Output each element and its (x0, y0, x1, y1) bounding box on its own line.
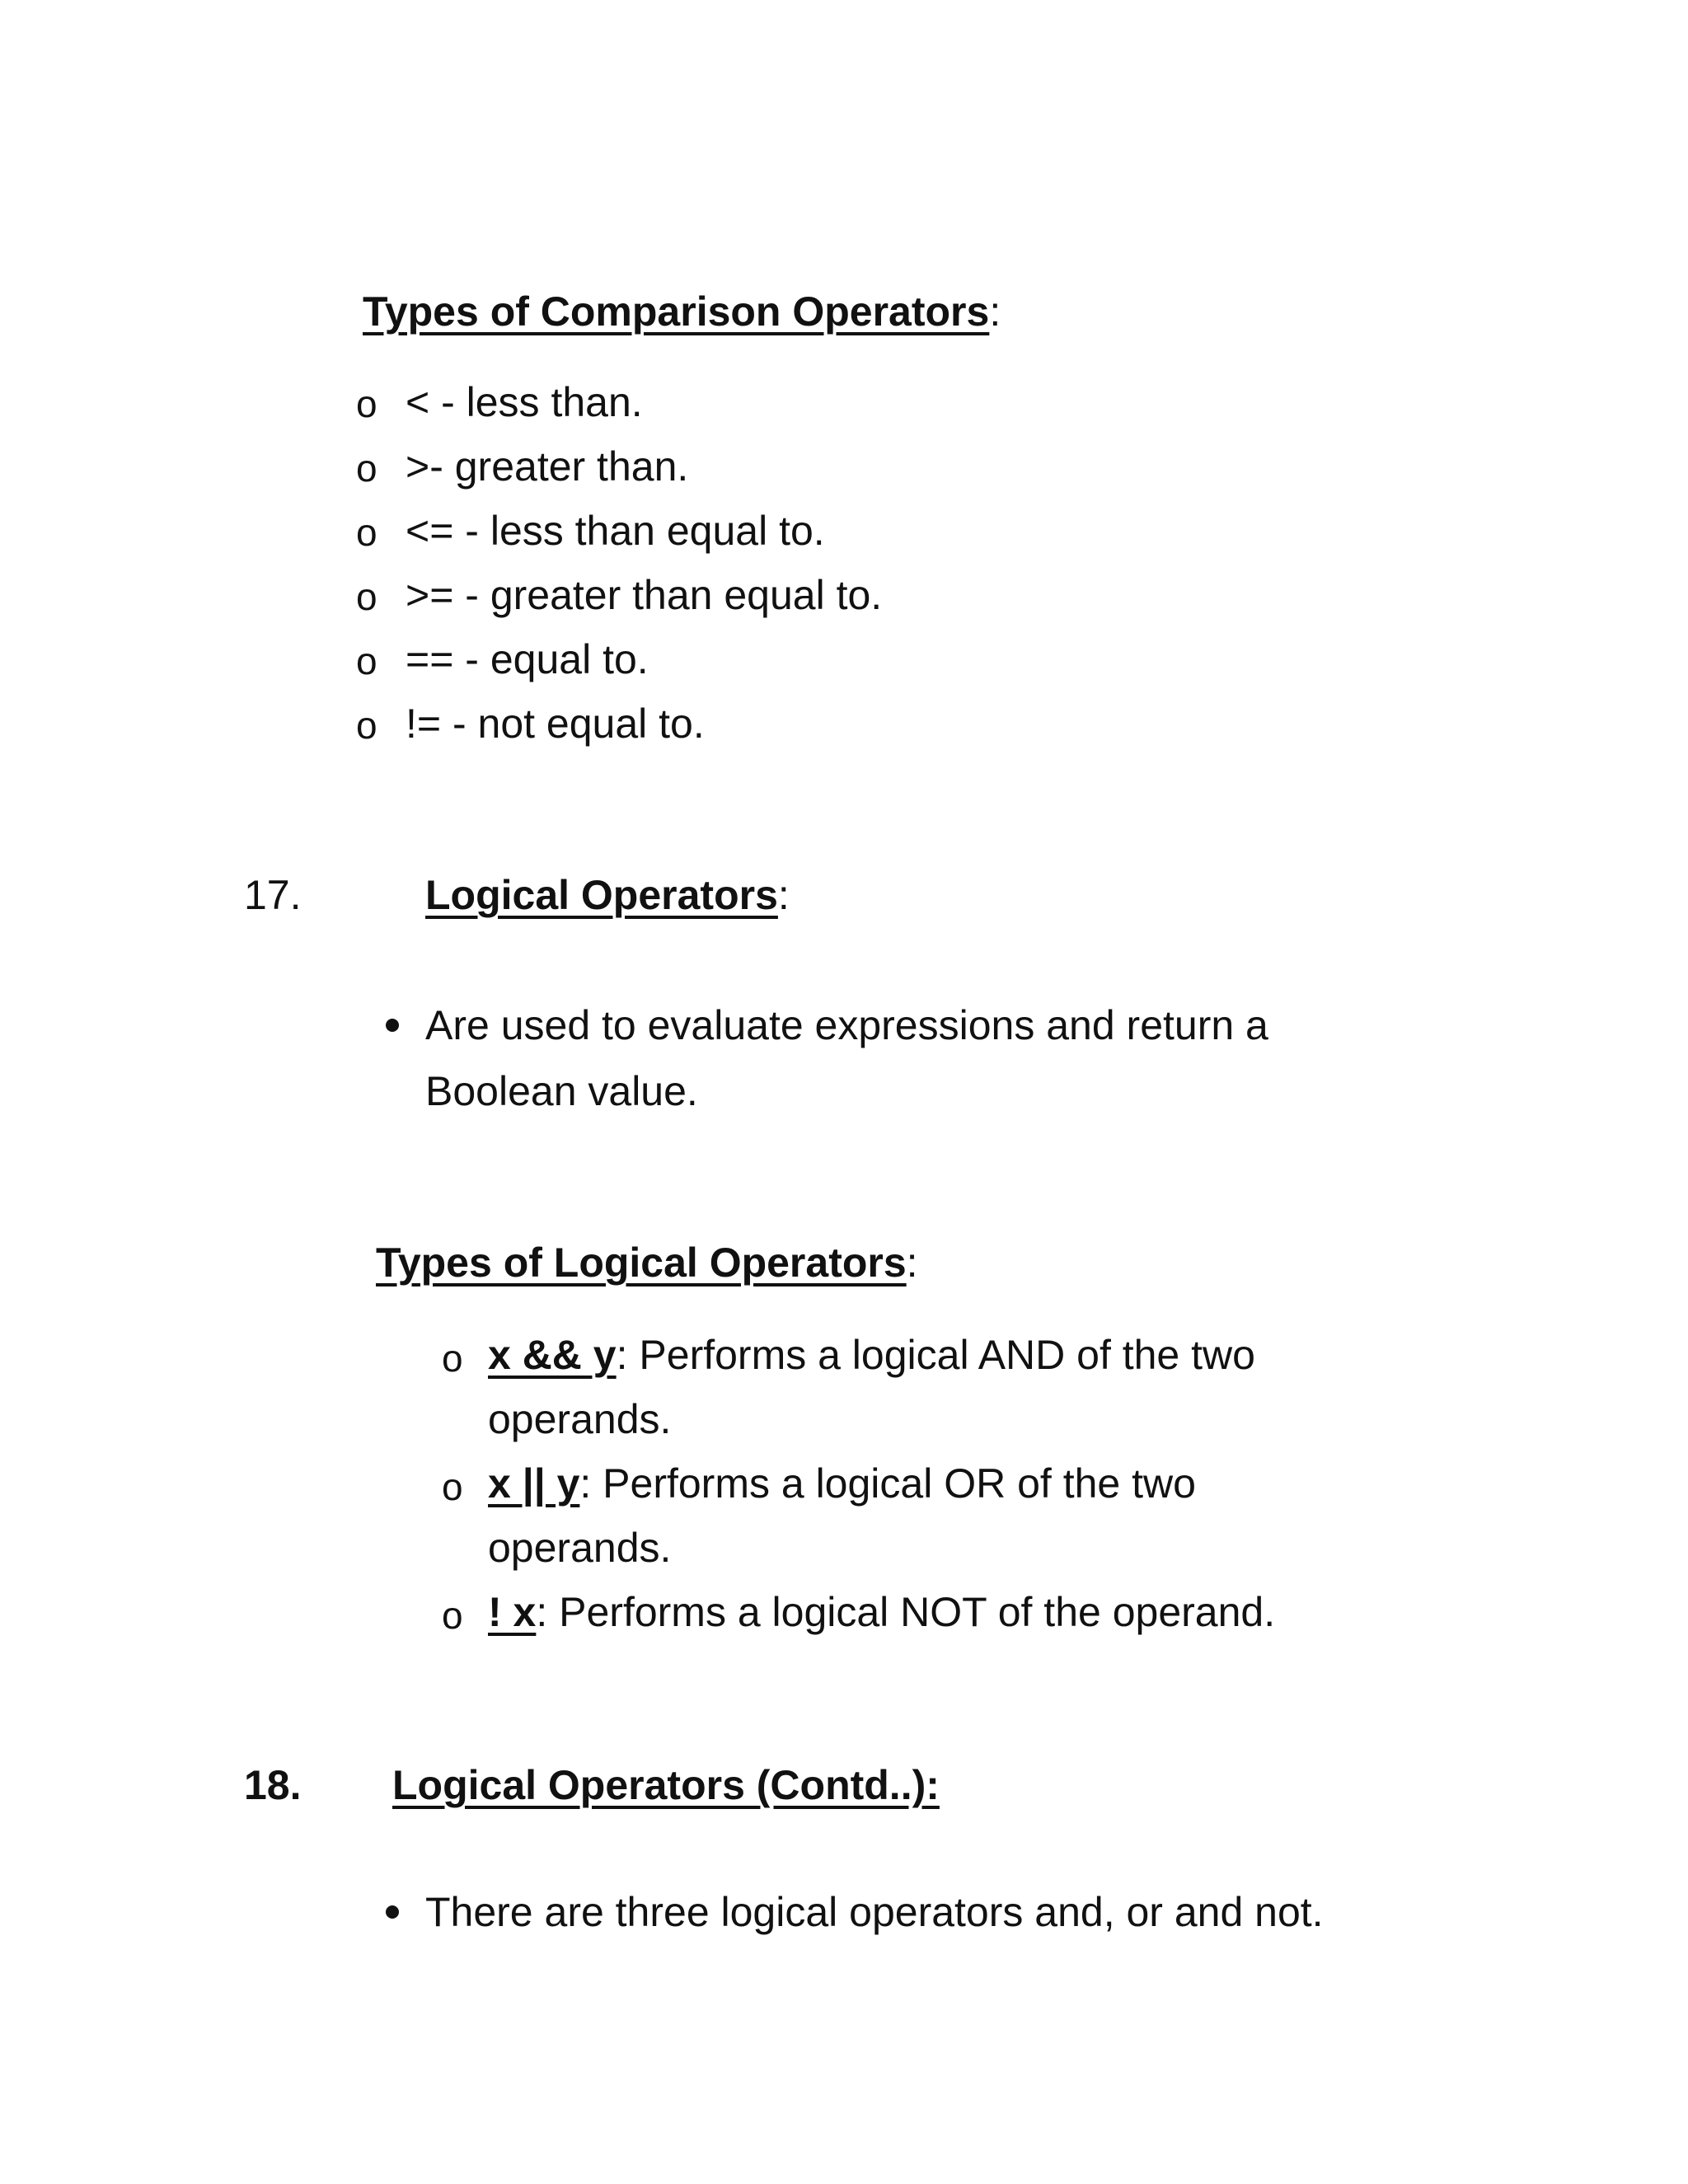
section-18-heading-text: Logical Operators (Contd..): (392, 1762, 940, 1808)
list-item: == - equal to. (406, 636, 649, 682)
section-number-18: 18. (244, 1762, 302, 1808)
comparison-heading (363, 285, 1001, 338)
section-17-heading-colon: : (777, 872, 790, 918)
list-bullet: o (442, 1594, 463, 1637)
operator-not: ! x (488, 1589, 537, 1635)
list-item-continuation: operands. (488, 1396, 672, 1442)
section-17-heading-text: Logical Operators (425, 872, 778, 918)
list-item: >- greater than. (406, 443, 689, 490)
comparison-heading-text: Types of Comparison Operators (363, 288, 990, 335)
list-item-continuation: operands. (488, 1525, 672, 1571)
operator-or: x || y (488, 1460, 580, 1507)
section-17-heading (425, 869, 790, 921)
comparison-heading-colon: : (989, 288, 1001, 335)
list-item: < - less than. (406, 379, 643, 425)
operator-and-desc: : Performs a logical AND of the two (616, 1332, 1255, 1378)
logical-types-heading-text: Types of Logical Operators (376, 1240, 907, 1286)
list-bullet: o (356, 382, 377, 425)
list-bullet: o (356, 511, 377, 554)
list-item (488, 1329, 1255, 1381)
operator-and: x && y (488, 1332, 617, 1378)
logical-types-heading (376, 1236, 918, 1289)
bullet-dot (386, 1019, 399, 1032)
list-item: != - not equal to. (406, 701, 705, 747)
list-bullet: o (356, 704, 377, 747)
section-18-bullet-text: There are three logical operators and, or and not. (425, 1889, 1324, 1935)
list-bullet: o (356, 575, 377, 618)
list-item: >= - greater than equal to. (406, 572, 883, 618)
section-17-bullet-line-1: Are used to evaluate expressions and return a (425, 1002, 1268, 1048)
section-18-heading (392, 1759, 940, 1811)
list-bullet: o (442, 1465, 463, 1508)
operator-not-desc: : Performs a logical NOT of the operand. (536, 1589, 1276, 1635)
section-number-17: 17. (244, 872, 302, 918)
list-bullet: o (356, 447, 377, 490)
bullet-dot (386, 1905, 399, 1919)
logical-types-heading-colon: : (906, 1240, 918, 1286)
section-17-bullet-line-2: Boolean value. (425, 1068, 698, 1114)
list-item (488, 1586, 1275, 1638)
list-item: <= - less than equal to. (406, 508, 825, 554)
list-bullet: o (442, 1337, 463, 1380)
list-item (488, 1457, 1196, 1510)
list-bullet: o (356, 640, 377, 682)
operator-or-desc: : Performs a logical OR of the two (579, 1460, 1196, 1507)
